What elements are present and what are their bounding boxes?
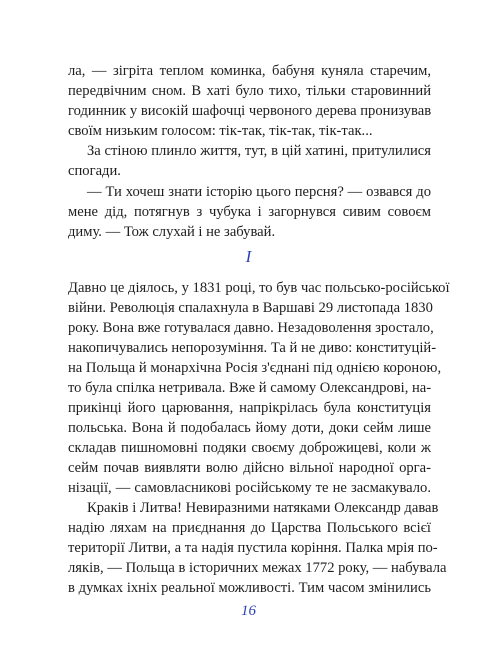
page-number: 16 [241, 603, 256, 619]
text-line: нізації, — самовласникові російському те не засмакувало. [68, 480, 431, 496]
text-line: складав пишномовні подяки своєму доброжицеві, коли ж [68, 440, 431, 456]
text-line: на Польща й монархічна Росія з'єднані під однією короною, [68, 360, 442, 376]
paragraph-first-line: — Ти хочеш знати історію цього персня? — озвався до [87, 184, 431, 200]
text-line: території Литви, а та надія пустила коріння. Палка мрія по- [68, 540, 438, 556]
text-line: диму. — Тож слухай і не забувай. [68, 224, 276, 240]
paragraph-first-line: За стіною плинло життя, тут, в цій хатині, притулилися [87, 143, 431, 159]
text-line: прикінці його царювання, напрікрілась була конституція [68, 400, 431, 416]
text-line: року. Вона вже готувалася давно. Незадоволення зростало, [68, 320, 434, 336]
text-line: накопичувались непорозуміння. Та й не диво: конституцій- [68, 340, 437, 356]
text-line: Давно це діялось, у 1831 році, то був час польсько-російської [68, 280, 450, 296]
text-line: ляків, — Польща в історичних межах 1772 року, — набувала [68, 560, 447, 576]
text-line: в думках іхніх реальної можливості. Тим часом змінились [68, 580, 431, 596]
paragraph-first-line: Краків і Литва! Невиразними натяками Олександр давав [87, 500, 439, 516]
text-line: передвічним сном. В хаті було тихо, тільки старовинний [68, 83, 431, 99]
text-line: то була спілка нетривала. Вже й самому Олександрові, на- [68, 380, 432, 396]
text-line: ла, — зігріта теплом коминка, бабуня куняла старечим, [68, 63, 431, 79]
text-line: війни. Революція спалахнула в Варшаві 29 листопада 1830 [68, 300, 433, 316]
text-line: надію ляхам на приєднання до Царства Польського всієї [68, 520, 431, 536]
text-line: мене дід, потягнув з чубука і загорнувся сивим совоєм [68, 204, 431, 220]
text-line: польська. Вона й подобалась йому доти, доки сейм лише [68, 420, 431, 436]
text-line: годинник у високій шафочці червоного дерева пронизував [68, 103, 432, 119]
text-line: своїм низьким голосом: тік-так, тік-так, тік-так... [68, 123, 373, 139]
text-line: спогади. [68, 163, 121, 179]
text-line: сейм почав виявляти волю дійсно вільної народної орга- [68, 460, 431, 476]
chapter-heading: I [245, 247, 252, 266]
